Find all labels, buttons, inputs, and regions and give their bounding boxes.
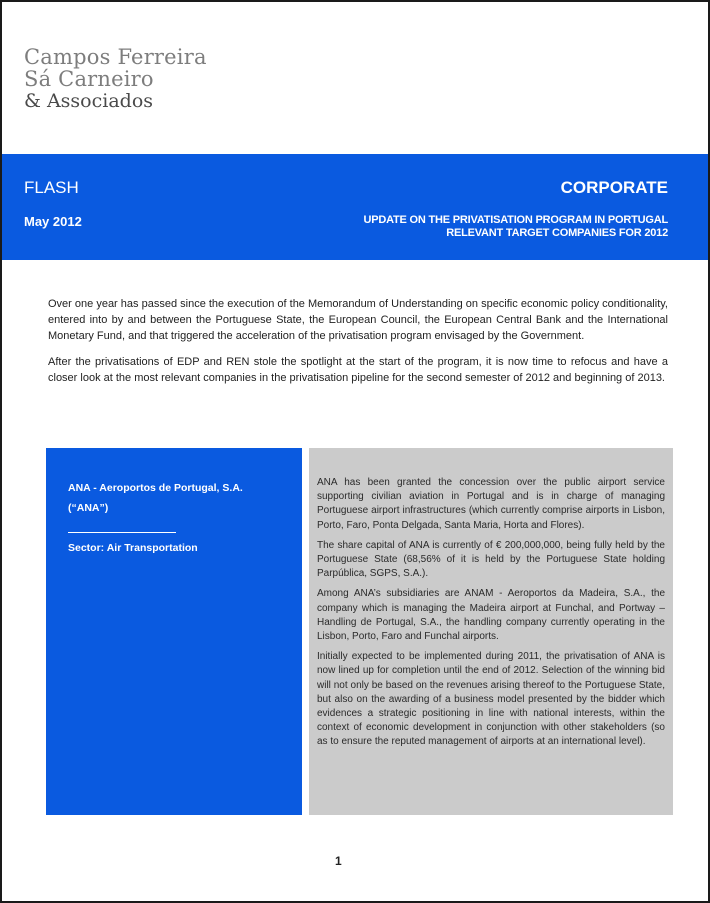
banner-date: May 2012 (24, 214, 82, 229)
details-paragraph-2: The share capital of ANA is currently of € 200,000,000, being fully held by the Portuguese State (68,56% of it is held by the Portuguese State holding Parpública, SGPS, S.A.). (317, 539, 665, 580)
company-details-text (317, 476, 665, 756)
company-name (68, 478, 288, 518)
page-number: 1 (335, 854, 342, 868)
banner-subtitle (363, 214, 668, 240)
header-banner (2, 154, 708, 260)
company-name-line-2: (“ANA”) (68, 502, 109, 514)
banner-subtitle-line-1: UPDATE ON THE PRIVATISATION PROGRAM IN PORTUGAL (363, 214, 668, 226)
details-paragraph-3: Among ANA’s subsidiaries are ANAM - Aeroportos da Madeira, S.A., the company which is managing the Madeira airport at Funchal, and Portway – Handling de Portugal, S.A., the handling company currently operating in the Lisbon, Porto, Faro and Funchal airports. (317, 588, 665, 643)
company-details-panel (309, 448, 673, 815)
logo-line-3: & Associados (24, 90, 154, 112)
banner-flash-title: FLASH (24, 178, 79, 197)
banner-corporate-title: CORPORATE (560, 178, 668, 197)
intro-paragraph-1: Over one year has passed since the execution of the Memorandum of Understanding on specific economic policy conditionality, entered into by and between the Portuguese State, the European Council, the European Central Bank and the International Monetary Fund, and that triggered the acceleration of the privatisation program envisaged by the Government. (48, 298, 668, 342)
details-paragraph-1: ANA has been granted the concession over the public airport service supporting civilian aviation in Portugal and is in charge of managing Portuguese airport infrastructures (which currently comprise airports in Lisbon, Porto, Faro, Ponta Delgada, Santa Maria, Horta and Flores). (317, 477, 665, 531)
company-name-line-1: ANA - Aeroportos de Portugal, S.A. (68, 482, 243, 494)
logo-line-1: Campos Ferreira (24, 45, 207, 69)
company-sidebar (46, 448, 302, 815)
intro-paragraph-2: After the privatisations of EDP and REN stole the spotlight at the start of the program, it is now time to refocus and have a closer look at the most relevant companies in the privatisation pipeline for the second semester of 2012 and beginning of 2013. (48, 356, 668, 384)
logo-line-2: Sá Carneiro (24, 67, 154, 91)
firm-logo (24, 46, 207, 112)
sidebar-divider (68, 532, 176, 533)
company-sector: Sector: Air Transportation (68, 542, 198, 554)
intro-text (48, 296, 668, 396)
banner-subtitle-line-2: RELEVANT TARGET COMPANIES FOR 2012 (446, 227, 668, 239)
details-paragraph-4: Initially expected to be implemented during 2011, the privatisation of ANA is now lined up for completion until the end of 2012. Selection of the winning bid will not only be based on the revenues arising thereof to the Portuguese State, but also on the awarding of a business model presented by the bidder which evidences a strategic positioning in line with national interests, within the context of economic development in conjunction with other stakeholders (so as to ensure the reputed management of airports at an international level). (317, 651, 665, 748)
